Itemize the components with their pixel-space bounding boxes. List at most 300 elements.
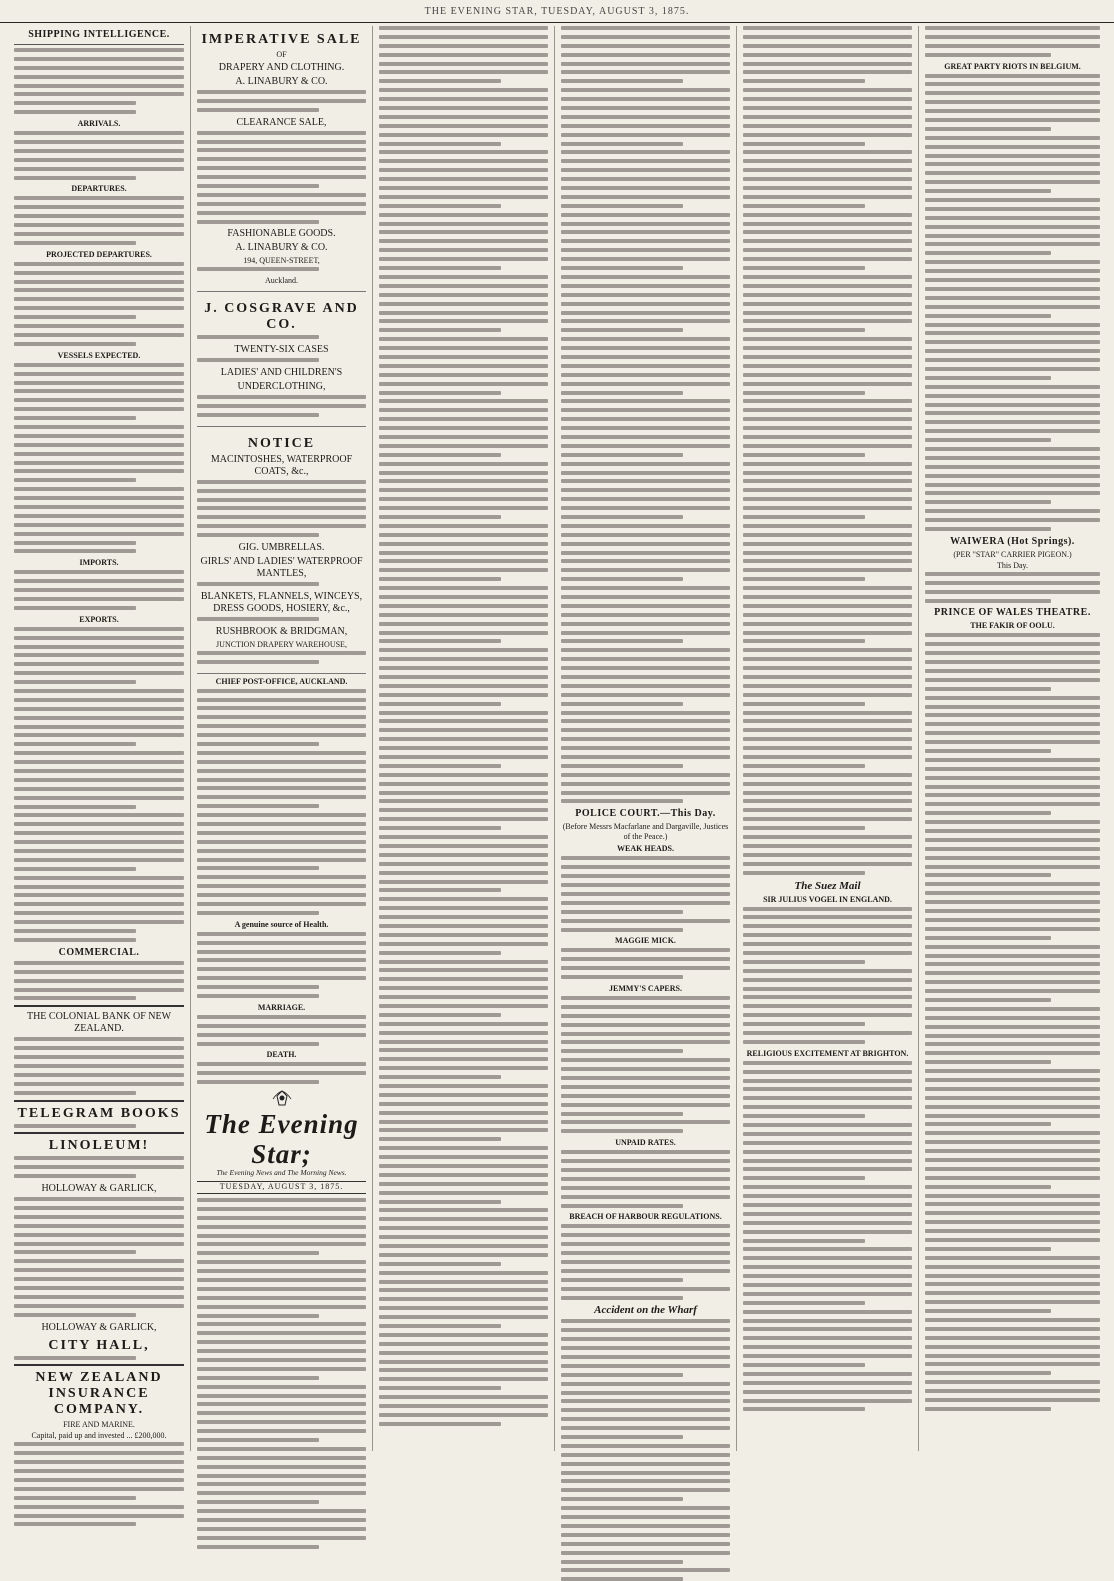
- text-line: [379, 1395, 548, 1399]
- column-5: [736, 26, 918, 1451]
- text-line: [14, 416, 136, 420]
- text-line: [14, 288, 184, 292]
- text-line: [379, 44, 548, 48]
- text-line: [743, 1407, 865, 1411]
- text-line: [379, 106, 548, 110]
- text-line: [561, 542, 730, 546]
- text-line: [743, 204, 865, 208]
- text-line: [743, 844, 912, 848]
- waiwera-body: [925, 572, 1100, 603]
- text-line: [925, 331, 1100, 335]
- text-line: [379, 746, 548, 750]
- text-line: [197, 1376, 319, 1380]
- text-line: [743, 53, 912, 57]
- text-line: [743, 444, 912, 448]
- text-line: [14, 876, 184, 880]
- text-line: [379, 1324, 501, 1328]
- text-line: [743, 1022, 865, 1026]
- text-line: [14, 205, 184, 209]
- text-line: [14, 662, 184, 666]
- text-line: [925, 260, 1100, 264]
- text-line: [379, 871, 548, 875]
- text-line: [379, 462, 548, 466]
- text-line: [14, 57, 184, 61]
- text-line: [743, 515, 865, 519]
- text-line: [743, 1390, 912, 1394]
- text-line: [743, 978, 912, 982]
- departures-body: [14, 196, 184, 244]
- text-line: [14, 1451, 184, 1455]
- text-line: [925, 44, 1100, 48]
- text-line: [379, 115, 548, 119]
- text-line: [561, 631, 730, 635]
- text-line: [197, 958, 366, 962]
- text-line: [925, 1158, 1100, 1162]
- text-line: [743, 1239, 865, 1243]
- text-line: [925, 269, 1100, 273]
- text-line: [561, 782, 730, 786]
- text-line: [197, 498, 366, 502]
- text-line: [379, 719, 548, 723]
- text-line: [925, 1274, 1100, 1278]
- text-line: [925, 1096, 1100, 1100]
- text-line: [379, 319, 548, 323]
- text-line: [379, 35, 548, 39]
- text-line: [561, 1058, 730, 1062]
- text-line: [14, 1522, 136, 1526]
- text-line: [925, 722, 1100, 726]
- text-line: [743, 1283, 912, 1287]
- text-line: [743, 1159, 912, 1163]
- exports-body: [14, 627, 184, 942]
- text-line: [197, 1456, 366, 1460]
- text-line: [561, 1479, 730, 1483]
- text-line: [197, 480, 366, 484]
- text-line: [197, 617, 319, 621]
- text-line: [743, 1319, 912, 1323]
- text-line: [197, 1024, 366, 1028]
- text-line: [743, 524, 912, 528]
- text-line: [14, 452, 184, 456]
- text-line: [197, 1287, 366, 1291]
- text-line: [379, 711, 548, 715]
- rushbrook-heading: RUSHBROOK & BRIDGMAN,: [215, 625, 348, 637]
- linabury-name: A. LINABURY & CO.: [235, 76, 328, 87]
- text-line: [925, 989, 1100, 993]
- text-line: [743, 311, 912, 315]
- text-line: [561, 1014, 730, 1018]
- text-line: [743, 542, 912, 546]
- text-line: [561, 391, 683, 395]
- text-line: [379, 471, 548, 475]
- notice-body-1: [197, 480, 366, 537]
- text-line: [379, 337, 548, 341]
- text-line: [925, 1149, 1100, 1153]
- text-line: [925, 242, 1100, 246]
- text-line: [379, 577, 501, 581]
- text-line: [925, 225, 1100, 229]
- religious-excitement-heading: RELIGIOUS EXCITEMENT AT BRIGHTON.: [746, 1048, 909, 1058]
- text-line: [14, 223, 184, 227]
- text-line: [197, 950, 366, 954]
- text-line: [925, 1380, 1100, 1384]
- text-line: [561, 639, 683, 643]
- text-line: [197, 1225, 366, 1229]
- text-line: [743, 1399, 912, 1403]
- text-line: [14, 1197, 184, 1201]
- text-line: [743, 987, 912, 991]
- text-line: [743, 230, 912, 234]
- text-line: [743, 1070, 912, 1074]
- text-line: [14, 1206, 184, 1210]
- text-line: [197, 967, 366, 971]
- text-line: [561, 115, 730, 119]
- text-line: [14, 1064, 184, 1068]
- text-line: [561, 204, 683, 208]
- linabury-body-2: [197, 131, 366, 224]
- text-line: [743, 746, 912, 750]
- text-line: [925, 207, 1100, 211]
- text-line: [925, 678, 1100, 682]
- text-line: [14, 149, 184, 153]
- text-line: [743, 337, 912, 341]
- text-line: [925, 962, 1100, 966]
- maggie-mick-heading: MAGGIE MICK.: [615, 936, 676, 946]
- text-line: [925, 500, 1051, 504]
- text-line: [743, 284, 912, 288]
- text-line: [561, 488, 730, 492]
- text-line: [197, 489, 366, 493]
- text-line: [925, 162, 1100, 166]
- masthead: [197, 1089, 366, 1194]
- text-line: [561, 399, 730, 403]
- text-line: [925, 998, 1051, 1002]
- text-line: [925, 314, 1051, 318]
- text-line: [925, 1354, 1100, 1358]
- text-line: [925, 1309, 1051, 1313]
- text-line: [561, 737, 730, 741]
- notice-body-3: [197, 617, 366, 621]
- text-line: [197, 1527, 366, 1531]
- text-line: [743, 488, 912, 492]
- text-line: [743, 808, 912, 812]
- marriage-body: [197, 1015, 366, 1046]
- text-line: [197, 1491, 366, 1495]
- text-line: [14, 796, 184, 800]
- text-line: [561, 1382, 730, 1386]
- text-line: [379, 62, 548, 66]
- text-line: [925, 891, 1100, 895]
- text-line: [379, 453, 501, 457]
- text-line: [743, 222, 912, 226]
- commercial-heading: COMMERCIAL.: [58, 946, 140, 958]
- local-news-2: [743, 26, 912, 875]
- text-line: [197, 533, 319, 537]
- text-line: [743, 1194, 912, 1198]
- text-line: [743, 799, 912, 803]
- text-line: [14, 549, 136, 553]
- text-line: [561, 684, 730, 688]
- text-line: [743, 159, 912, 163]
- text-line: [379, 266, 501, 270]
- text-line: [743, 195, 912, 199]
- text-line: [14, 1442, 184, 1446]
- text-line: [14, 1286, 184, 1290]
- text-line: [561, 124, 730, 128]
- text-line: [14, 751, 184, 755]
- brighton-body: [743, 1061, 912, 1412]
- text-line: [561, 1159, 730, 1163]
- text-line: [14, 496, 184, 500]
- text-line: [197, 1385, 366, 1389]
- text-line: [197, 1260, 366, 1264]
- text-line: [561, 1373, 683, 1377]
- text-line: [14, 372, 184, 376]
- text-line: [561, 874, 730, 878]
- text-line: [561, 755, 730, 759]
- text-line: [561, 966, 730, 970]
- text-line: [743, 35, 912, 39]
- text-line: [743, 471, 912, 475]
- text-line: [561, 26, 730, 30]
- post-office-body: [197, 689, 366, 915]
- text-line: [14, 1268, 184, 1272]
- text-line: [925, 403, 1100, 407]
- text-line: [197, 395, 366, 399]
- accident-wharf-heading: Accident on the Wharf: [594, 1304, 697, 1317]
- text-line: [197, 1340, 366, 1344]
- text-line: [197, 813, 366, 817]
- text-line: [379, 1137, 501, 1141]
- text-line: [197, 166, 366, 170]
- text-line: [743, 951, 912, 955]
- text-line: [925, 1131, 1100, 1135]
- text-line: [743, 995, 912, 999]
- text-line: [561, 577, 683, 581]
- text-line: [925, 296, 1100, 300]
- text-line: [14, 315, 136, 319]
- this-day-label: This Day.: [996, 560, 1029, 570]
- weak-heads-body: [561, 856, 730, 931]
- text-line: [925, 847, 1100, 851]
- insurance-body: [14, 1442, 184, 1526]
- fire-marine-label: FIRE AND MARINE.: [63, 1420, 135, 1430]
- text-line: [379, 88, 548, 92]
- text-line: [379, 1075, 501, 1079]
- text-line: [561, 1150, 730, 1154]
- text-line: [14, 1496, 136, 1500]
- text-line: [14, 911, 184, 915]
- text-line: [379, 1288, 548, 1292]
- text-line: [379, 346, 548, 350]
- telegram-body: [14, 1124, 184, 1128]
- text-line: [561, 1399, 730, 1403]
- text-line: [379, 1013, 501, 1017]
- text-line: [14, 920, 184, 924]
- text-line: [925, 669, 1100, 673]
- text-line: [925, 909, 1100, 913]
- text-line: [379, 1066, 548, 1070]
- text-line: [379, 150, 548, 154]
- text-line: [14, 297, 184, 301]
- text-line: [561, 444, 730, 448]
- text-line: [743, 639, 865, 643]
- text-line: [561, 928, 683, 932]
- text-line: [561, 1242, 730, 1246]
- text-line: [743, 862, 912, 866]
- text-line: [743, 1292, 912, 1296]
- text-line: [743, 693, 912, 697]
- text-line: [14, 110, 136, 114]
- text-line: [14, 929, 136, 933]
- text-line: [925, 100, 1100, 104]
- text-line: [197, 1062, 366, 1066]
- text-line: [561, 462, 730, 466]
- text-line: [14, 570, 184, 574]
- text-line: [561, 293, 730, 297]
- text-line: [14, 1046, 184, 1050]
- text-line: [379, 168, 548, 172]
- text-line: [561, 70, 730, 74]
- text-line: [197, 902, 366, 906]
- text-line: [14, 961, 184, 965]
- text-line: [743, 586, 912, 590]
- text-line: [197, 335, 319, 339]
- text-line: [561, 1023, 730, 1027]
- column-3: [372, 26, 554, 1451]
- page-header-strip: [0, 0, 1114, 23]
- text-line: [14, 627, 184, 631]
- belgium-intro: [925, 26, 1100, 57]
- text-line: [743, 533, 912, 537]
- shipping-body: [14, 48, 184, 114]
- text-line: [925, 438, 1051, 442]
- text-line: [379, 764, 501, 768]
- text-line: [197, 804, 319, 808]
- text-line: [379, 1191, 548, 1195]
- text-line: [561, 1040, 730, 1044]
- text-line: [379, 133, 548, 137]
- text-line: [561, 177, 730, 181]
- of-label: OF: [276, 50, 287, 59]
- text-line: [14, 1233, 184, 1237]
- text-line: [379, 924, 548, 928]
- text-line: [14, 1514, 184, 1518]
- text-line: [561, 1542, 730, 1546]
- text-line: [14, 75, 184, 79]
- text-line: [379, 1155, 548, 1159]
- text-line: [379, 977, 548, 981]
- text-line: [379, 888, 501, 892]
- text-line: [379, 1146, 548, 1150]
- text-line: [561, 1204, 683, 1208]
- text-line: [743, 1221, 912, 1225]
- text-line: [561, 1186, 730, 1190]
- text-line: [379, 862, 548, 866]
- text-line: [379, 186, 548, 190]
- text-line: [14, 1469, 184, 1473]
- text-line: [743, 213, 912, 217]
- text-line: [925, 936, 1051, 940]
- text-line: [743, 924, 912, 928]
- jemmys-body: [561, 996, 730, 1133]
- text-line: [925, 527, 1051, 531]
- text-line: [925, 198, 1100, 202]
- text-line: [743, 133, 912, 137]
- text-line: [379, 702, 501, 706]
- text-line: [743, 1203, 912, 1207]
- text-line: [379, 1102, 548, 1106]
- masthead-date: TUESDAY, AUGUST 3, 1875.: [197, 1181, 366, 1194]
- text-line: [14, 92, 184, 96]
- imperative-sale-heading: IMPERATIVE SALE: [201, 32, 362, 47]
- insurance-heading: NEW ZEALAND INSURANCE COMPANY.: [35, 1370, 163, 1418]
- macintoshes-heading: MACINTOSHES, WATERPROOF COATS, &c.,: [210, 453, 353, 477]
- text-line: [925, 1389, 1100, 1393]
- text-line: [379, 1200, 501, 1204]
- fashionable-goods-heading: FASHIONABLE GOODS.: [227, 228, 336, 240]
- julius-vogel-heading: SIR JULIUS VOGEL IN ENGLAND.: [763, 894, 892, 904]
- text-line: [561, 53, 730, 57]
- text-line: [379, 222, 548, 226]
- text-line: [743, 702, 865, 706]
- text-line: [379, 257, 548, 261]
- text-line: [197, 724, 366, 728]
- text-line: [925, 305, 1100, 309]
- fakir-heading: THE FAKIR OF OOLU.: [970, 621, 1055, 631]
- text-line: [925, 1211, 1100, 1215]
- text-line: [379, 897, 548, 901]
- text-line: [561, 1269, 730, 1273]
- text-line: [743, 1031, 912, 1035]
- text-line: [925, 1327, 1100, 1331]
- text-line: [379, 1306, 548, 1310]
- text-line: [14, 469, 184, 473]
- text-line: [743, 168, 912, 172]
- text-line: [561, 975, 683, 979]
- text-line: [743, 1265, 912, 1269]
- text-line: [14, 840, 184, 844]
- text-line: [14, 698, 184, 702]
- text-line: [197, 1071, 366, 1075]
- text-line: [197, 1500, 319, 1504]
- text-line: [743, 497, 912, 501]
- text-line: [743, 853, 912, 857]
- text-line: [379, 657, 548, 661]
- text-line: [743, 364, 912, 368]
- police-court-heading: POLICE COURT.—This Day.: [575, 808, 716, 820]
- text-line: [14, 443, 184, 447]
- text-line: [197, 1438, 319, 1442]
- text-line: [925, 118, 1100, 122]
- text-line: [561, 266, 683, 270]
- text-line: [561, 311, 730, 315]
- leader-article: [197, 1198, 366, 1549]
- marriage-heading: MARRIAGE.: [257, 1002, 306, 1012]
- text-line: [925, 758, 1100, 762]
- text-line: [379, 391, 501, 395]
- text-line: [14, 988, 184, 992]
- projected-departures-heading: PROJECTED DEPARTURES.: [46, 249, 152, 259]
- text-line: [561, 595, 730, 599]
- text-line: [925, 687, 1051, 691]
- text-line: [561, 604, 730, 608]
- text-line: [925, 1069, 1100, 1073]
- text-line: [925, 1016, 1100, 1020]
- text-line: [14, 541, 136, 545]
- text-line: [743, 248, 912, 252]
- text-line: [379, 1315, 548, 1319]
